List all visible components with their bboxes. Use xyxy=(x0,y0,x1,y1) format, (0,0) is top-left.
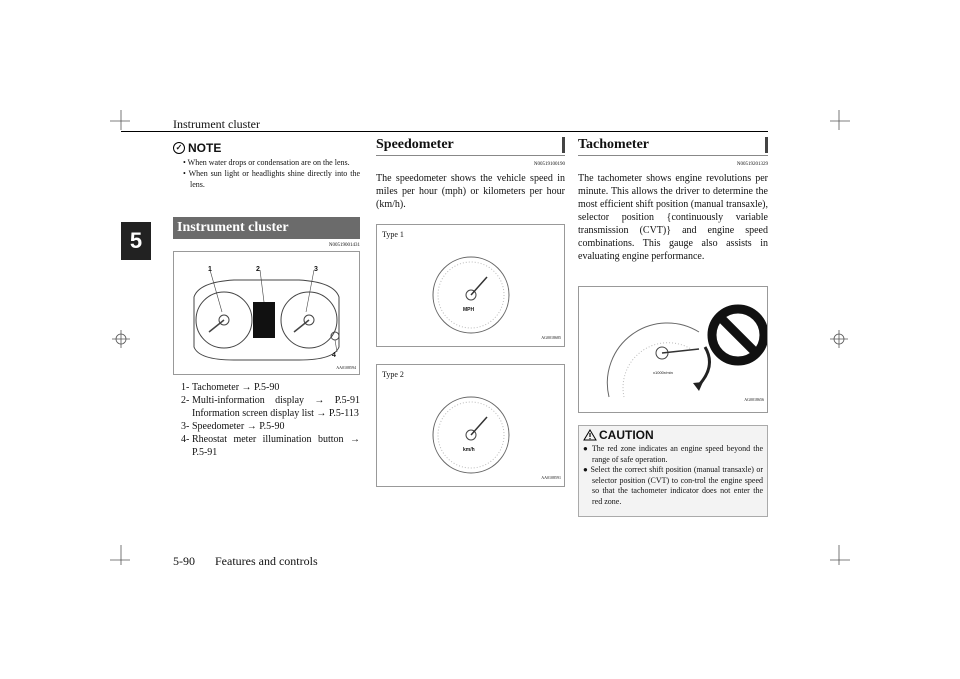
speedometer-heading: Speedometer xyxy=(376,137,565,156)
gauge-unit: MPH xyxy=(463,307,475,313)
list-item: 3- Speedometer → P.5-90 xyxy=(181,421,285,432)
instrument-cluster-illustration xyxy=(173,251,360,375)
tachometer-illustration xyxy=(578,286,768,413)
warning-triangle-icon xyxy=(583,429,597,441)
gauge-unit: x1000r/min xyxy=(653,370,673,375)
image-code: AA0108591 xyxy=(541,475,561,480)
caution-label: CAUTION xyxy=(599,428,654,442)
section-code: N00519100190 xyxy=(533,162,565,167)
component-list xyxy=(181,381,360,459)
list-item: 2- Multi-information display → P.5-91 Information screen display list → P.5-113 xyxy=(181,395,360,419)
gauge-unit: km/h xyxy=(463,447,475,453)
callout-1: 1 xyxy=(208,266,212,273)
type1-label: Type 1 xyxy=(382,230,404,239)
page-number: 5-90 xyxy=(173,554,195,568)
speedometer-type1-illustration xyxy=(376,224,565,347)
tachometer-heading: Tachometer xyxy=(578,137,768,156)
page-title: Instrument cluster xyxy=(173,117,260,131)
image-code: AA0108594 xyxy=(336,365,356,370)
chapter-tab: 5 xyxy=(121,222,151,260)
note-item: • When sun light or headlights shine directly into the lens. xyxy=(183,169,360,189)
page-footer xyxy=(173,554,318,569)
checkmark-icon: ✓ xyxy=(173,142,185,154)
list-item: 1- Tachometer → P.5-90 xyxy=(181,382,280,393)
speedometer-gauge-svg xyxy=(377,225,564,346)
list-item: 4- Rheostat meter illumination button → P.5-91 xyxy=(181,434,360,458)
speedometer-description: The speedometer shows the vehicle speed in miles per hour (mph) or kilometers per hour (km/h). xyxy=(376,173,565,210)
callout-4: 4 xyxy=(332,352,336,359)
callout-3: 3 xyxy=(314,266,318,273)
speedometer-gauge-svg xyxy=(377,365,564,486)
caution-item: ● Select the correct shift position (manual transaxle) or selector position (CVT) to con-trol the engine speed so that the tachometer indicator does not enter the red zone. xyxy=(583,465,763,506)
type2-label: Type 2 xyxy=(382,370,404,379)
note-box xyxy=(173,141,360,207)
instrument-cluster-heading: Instrument cluster xyxy=(173,217,360,239)
image-code: AG0018656 xyxy=(744,397,764,402)
caution-box xyxy=(578,425,768,517)
note-item: • When water drops or condensation are on the lens. xyxy=(183,158,350,167)
caution-item: ● The red zone indicates an engine speed beyond the range of safe operation. xyxy=(583,444,763,464)
image-code: AG0018685 xyxy=(541,335,561,340)
note-header xyxy=(173,141,360,155)
tachometer-gauge-svg xyxy=(579,287,767,412)
footer-section: Features and controls xyxy=(215,554,318,568)
tachometer-description: The tachometer shows engine revolutions per minute. This allows the driver to determine the most efficient shift position (manual transaxle), selector position {continuously variable transmission (CVT)} and engine speed combinations. This gauge also assists in evaluating engine performance. xyxy=(578,173,768,262)
caution-header xyxy=(579,426,767,444)
callout-2: 2 xyxy=(256,266,260,273)
note-label: NOTE xyxy=(188,141,222,155)
section-code: N00519001431 xyxy=(328,243,360,248)
speedometer-type2-illustration xyxy=(376,364,565,487)
section-code: N00519201329 xyxy=(736,162,768,167)
